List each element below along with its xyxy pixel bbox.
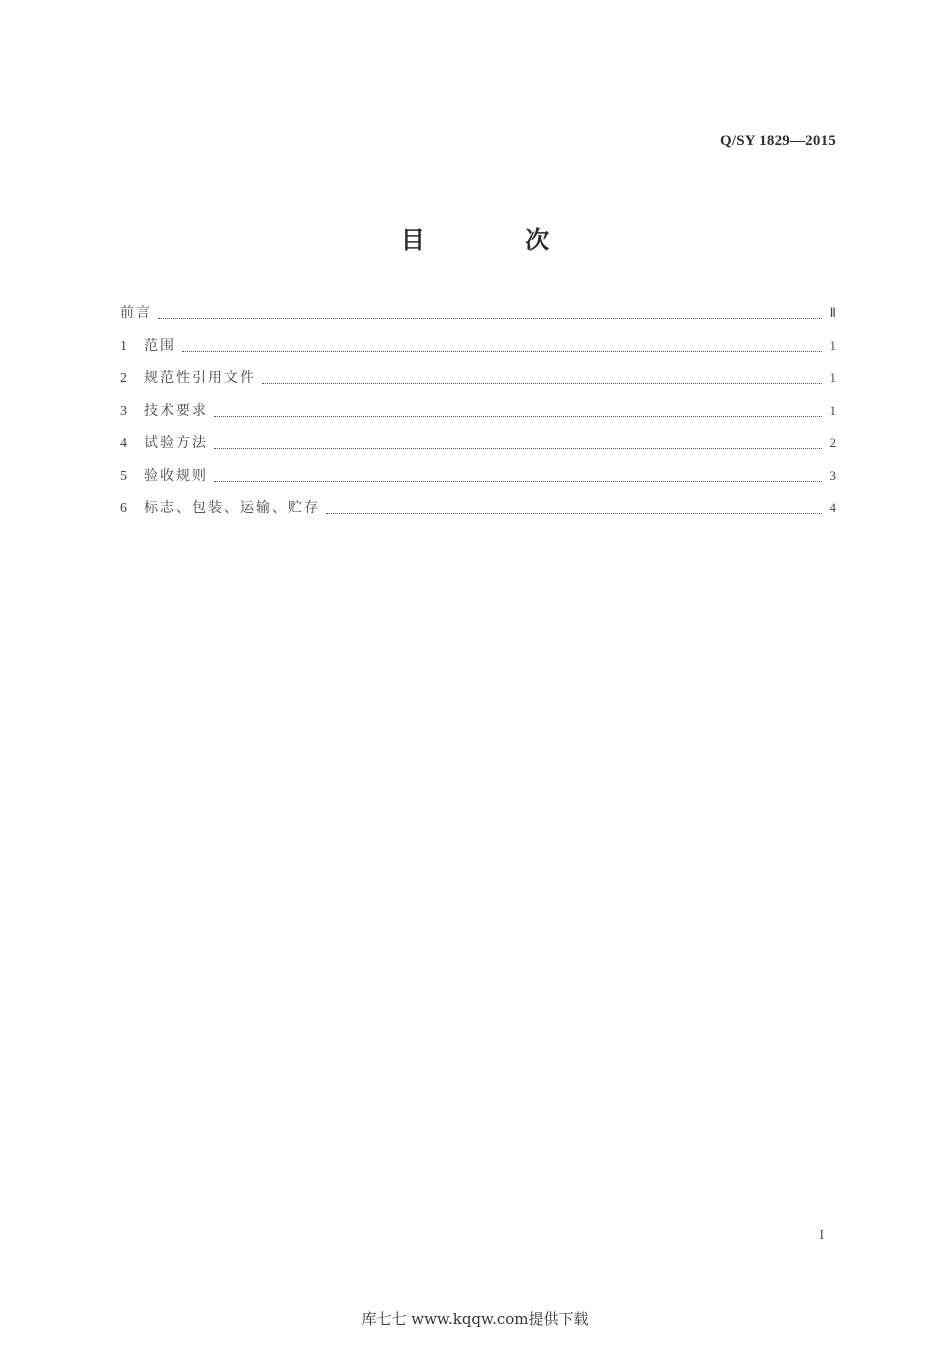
- toc-entry-page: 1: [829, 402, 836, 418]
- toc-entry-number: 1: [120, 338, 127, 354]
- toc-entry-number: 5: [120, 468, 127, 484]
- toc-entry-page: 4: [829, 500, 836, 515]
- toc-entry-marking-packaging[interactable]: [120, 497, 836, 530]
- toc-entry-title: 范围: [144, 337, 176, 354]
- toc-entry-title: 标志、包装、运输、贮存: [144, 500, 320, 516]
- page-title: 目 次: [400, 226, 596, 254]
- toc-dot-leader: [158, 312, 822, 324]
- toc-entry-number: 3: [120, 403, 127, 419]
- toc-dot-leader: [262, 377, 822, 389]
- toc-entry-page: Ⅱ: [829, 305, 836, 320]
- toc-entry-title: 规范性引用文件: [144, 370, 256, 386]
- toc-entry-number: 6: [120, 501, 127, 516]
- toc-dot-leader: [214, 410, 822, 422]
- toc-dot-leader: [182, 345, 822, 357]
- footer-watermark: 库七七 www.kqqw.com提供下载: [361, 1310, 589, 1328]
- toc-entry-acceptance-rules[interactable]: [120, 465, 836, 498]
- toc-dot-leader: [326, 507, 822, 519]
- toc-entry-title: 验收规则: [144, 467, 208, 484]
- toc-entry-page: 1: [829, 337, 836, 353]
- toc-dot-leader: [214, 442, 822, 454]
- toc-entry-test-methods[interactable]: [120, 432, 836, 465]
- toc-entry-page: 1: [829, 370, 836, 385]
- toc-entry-title: 试验方法: [144, 435, 208, 451]
- toc-entry-normative-references[interactable]: [120, 367, 836, 400]
- toc-entry-title: 技术要求: [144, 402, 208, 419]
- toc-entry-number: 4: [120, 436, 127, 451]
- toc-entry-title: 前言: [120, 305, 152, 321]
- toc-entry-page: 2: [829, 435, 836, 450]
- standard-code: Q/SY 1829—2015: [719, 133, 836, 149]
- toc-entry-number: 2: [120, 371, 127, 386]
- toc-entry-foreword[interactable]: [120, 302, 836, 335]
- page-number: I: [819, 1228, 824, 1243]
- toc-entry-page: 3: [829, 467, 836, 483]
- toc-dot-leader: [214, 475, 822, 487]
- table-of-contents: [120, 302, 836, 530]
- toc-entry-technical-requirements[interactable]: [120, 400, 836, 433]
- toc-entry-scope[interactable]: [120, 335, 836, 368]
